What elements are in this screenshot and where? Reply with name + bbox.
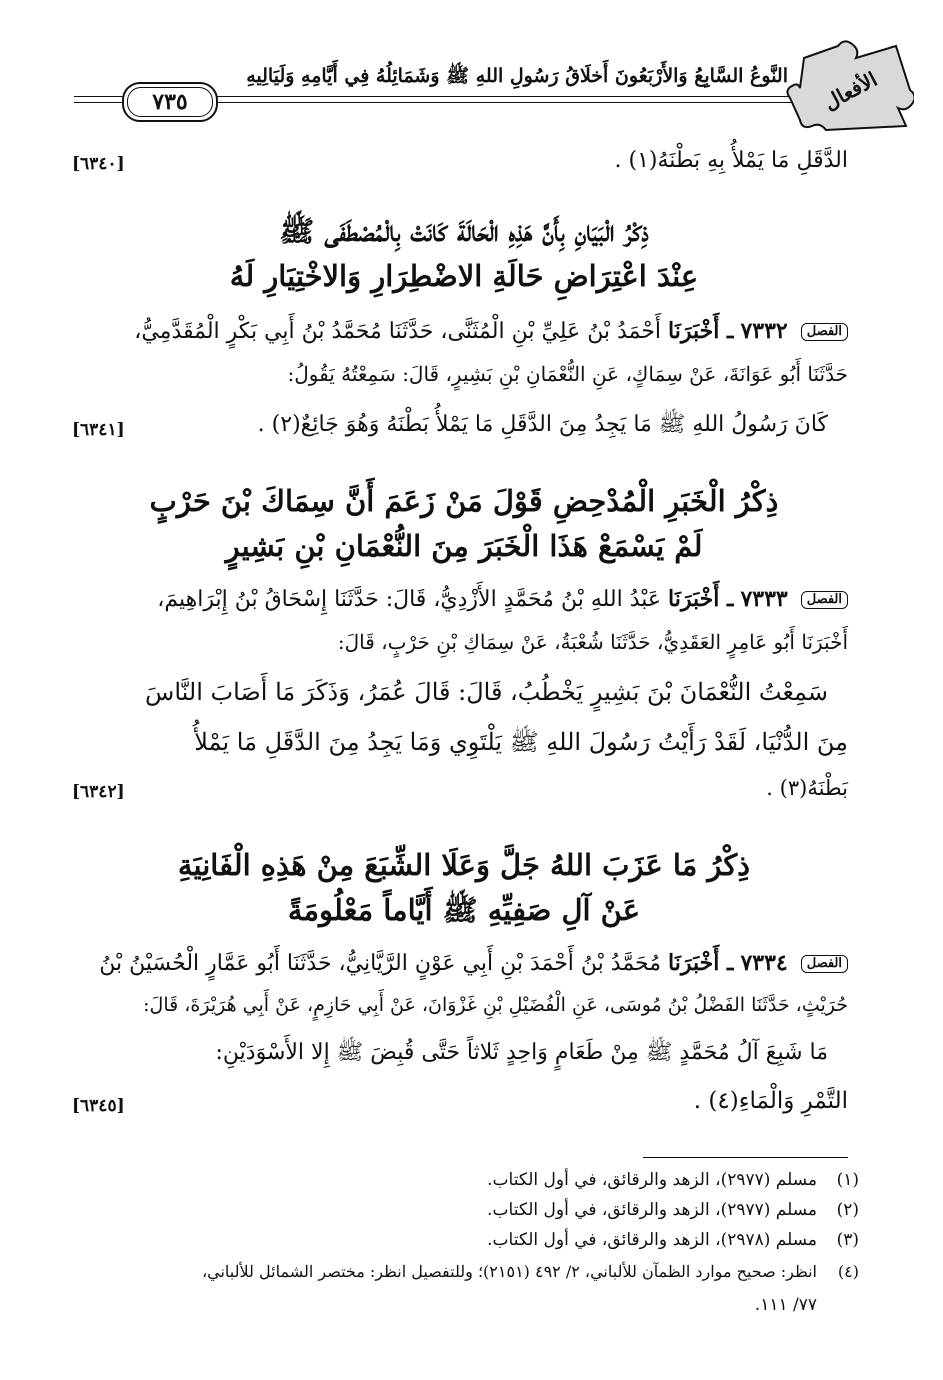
footnote <box>72 1262 859 1281</box>
chapter-badge-label: الأفعال <box>819 66 882 115</box>
page-number-text: ٧٣٥ <box>152 89 188 115</box>
hadith-reference: [٦٣٤٥] <box>72 1096 125 1116</box>
matn-line: بَطْنَهُ(٣) . <box>766 776 848 800</box>
text-line: حُرَيْثٍ، حَدَّثَنَا الفَضْلُ بْنُ مُوسَى، عَنِ الْفُضَيْلِ بْنِ غَزْوَانَ، عَنْ أَبِي حَازِمٍ، عَنْ أَبِي هُرَيْرَةَ، قَالَ: <box>143 994 848 1016</box>
section-heading-line: عِنْدَ اعْتِرَاضِ حَالَةِ الاضْطِرَارِ وَالاخْتِيَارِ لَهُ <box>229 259 699 293</box>
footnote-number: (٤) <box>837 1262 859 1281</box>
intro-continuation <box>72 144 848 184</box>
hadith-number: ٧٣٣٢ <box>740 318 788 344</box>
footnote-number: (١) <box>836 1170 859 1190</box>
footnote <box>72 1170 859 1190</box>
hadith-first-line <box>72 318 848 345</box>
matn-line: مَا شَبِعَ آلُ مُحَمَّدٍ ﷺ مِنْ طَعَامٍ وَاحِدٍ ثَلاثاً حَتَّى قُبِضَ ﷺ إِلا الأَسْوَدَيْنِ: <box>215 1040 828 1065</box>
page-header <box>74 52 882 122</box>
section-heading-line: لَمْ يَسْمَعْ هَذَا الْخَبَرَ مِنَ النُّعْمَانِ بْنِ بَشِيرٍ <box>225 529 703 563</box>
page-number <box>122 82 218 122</box>
footnote-text: مسلم (٢٩٧٧)، الزهد والرقائق، في أول الكتاب. <box>487 1170 817 1190</box>
isnad-text: أَحْمَدُ بْنُ عَلِيِّ بْنِ الْمُثَنَّى، حَدَّثَنَا مُحَمَّدُ بْنُ أَبِي بَكْرٍ الْمُقَدَّمِيُّ، <box>134 319 662 344</box>
section-heading-line: ذِكْرُ مَا عَزَبَ اللهُ جَلَّ وَعَلَا الشِّبَعَ مِنْ هَذِهِ الْفَانِيَةِ <box>177 848 751 882</box>
hadith-first-line <box>72 586 848 613</box>
hadith-7332 <box>72 318 848 448</box>
footnote <box>72 1200 859 1220</box>
running-title: النَّوعُ السَّابِعُ وَالأَرْبَعُونَ أَخلَاقُ رَسُولِ اللهِ ﷺ وَشَمَائِلُهُ فِي أَيَّامِهِ وَلَيَالِيهِ <box>246 65 788 87</box>
footnote <box>72 1230 859 1250</box>
hadith-reference: [٦٣٤٢] <box>72 782 125 802</box>
footnote-text: مسلم (٢٩٧٨)، الزهد والرقائق، في أول الكتاب. <box>487 1230 817 1250</box>
hadith-number: ٧٣٣٣ <box>740 586 788 612</box>
hadith-reference: [٦٣٤١] <box>72 420 125 440</box>
matn-line: مِنَ الدُّنْيَا، لَقَدْ رَأَيْتُ رَسُولَ اللهِ ﷺ يَلْتَوِي وَمَا يَجِدُ مِنَ الدَّقَلِ مَا يَمْلأُ <box>194 728 848 756</box>
hadith-7333 <box>72 586 848 816</box>
section-heading-line: ذِكْرُ الْبَيَانِ بِأَنَّ هَذِهِ الْحَالَةَ كَانَتْ بِالْمُصْطَفَى ﷺ <box>279 214 649 248</box>
hadith-first-line <box>72 950 848 977</box>
hadith-7334 <box>72 950 848 1130</box>
footnote-continuation: ٧٧/ ١١١. <box>754 1295 817 1315</box>
footnote-separator <box>643 1157 848 1158</box>
chapter-badge-puzzle-icon <box>786 38 914 134</box>
fasl-tag: الفصل <box>801 955 848 973</box>
text-line: حَدَّثَنَا أَبُو عَوَانَةَ، عَنْ سِمَاكٍ، عَنِ النُّعْمَانِ بْنِ بَشِيرٍ، قَالَ: سَمِعْتُهُ يَقُولُ: <box>287 362 848 386</box>
text-line: الدَّقَلِ مَا يَمْلأُ بِهِ بَطْنَهُ(١) . <box>614 148 848 173</box>
matn-line: التَّمْرِ وَالْمَاءِ(٤) . <box>693 1088 848 1114</box>
text-line: أَخْبَرَنَا أَبُو عَامِرٍ العَقَدِيُّ، حَدَّثَنَا شُعْبَةُ، عَنْ سِمَاكِ بْنِ حَرْبٍ، قَالَ: <box>337 630 848 654</box>
footnote-text: مسلم (٢٩٧٧)، الزهد والرقائق، في أول الكتاب. <box>487 1200 817 1220</box>
footnote-number: (٢) <box>836 1200 859 1220</box>
isnad-text: عَبْدُ اللهِ بْنُ مُحَمَّدٍ الأَزْدِيُّ، قَالَ: حَدَّثَنَا إِسْحَاقُ بْنُ إِبْرَاهِيمَ، <box>157 587 662 612</box>
matn-line: كَانَ رَسُولُ اللهِ ﷺ مَا يَجِدُ مِنَ الدَّقَلِ مَا يَمْلأُ بَطْنَهُ وَهُوَ جَائِعٌ(٢) . <box>257 412 828 437</box>
section-heading-line: عَنْ آلِ صَفِيِّهِ ﷺ أَيَّاماً مَعْلُومَةً <box>287 893 641 927</box>
fasl-tag: الفصل <box>801 323 848 341</box>
hadith-number: ٧٣٣٤ <box>740 950 788 976</box>
footnote-number: (٣) <box>836 1230 859 1250</box>
matn-line: سَمِعْتُ النُّعْمَانَ بْنَ بَشِيرٍ يَخْطُبُ، قَالَ: قَالَ عُمَرُ، وَذَكَرَ مَا أَصَابَ النَّاسَ <box>145 678 828 706</box>
akhbarana-label: ـ أَخْبَرَنَا <box>668 318 734 344</box>
isnad-text: مُحَمَّدُ بْنُ أَحْمَدَ بْنِ أَبِي عَوْنٍ الرَّيَّانِيُّ، حَدَّثَنَا أَبُو عَمَّارٍ الْحُسَيْنُ بْنُ <box>99 951 662 976</box>
akhbarana-label: ـ أَخْبَرَنَا <box>668 586 734 612</box>
fasl-tag: الفصل <box>801 591 848 609</box>
akhbarana-label: ـ أَخْبَرَنَا <box>668 950 734 976</box>
hadith-reference: [٦٣٤٠] <box>72 154 125 174</box>
section-heading-line: ذِكْرُ الْخَبَرِ الْمُدْحِضِ قَوْلَ مَنْ زَعَمَ أَنَّ سِمَاكَ بْنَ حَرْبٍ <box>149 484 779 518</box>
footnote-text: انظر: صحيح موارد الظمآن للألباني، ٢/ ٤٩٢ (٢١٥١)؛ وللتفصيل انظر: مختصر الشمائل للألباني، <box>201 1262 817 1281</box>
